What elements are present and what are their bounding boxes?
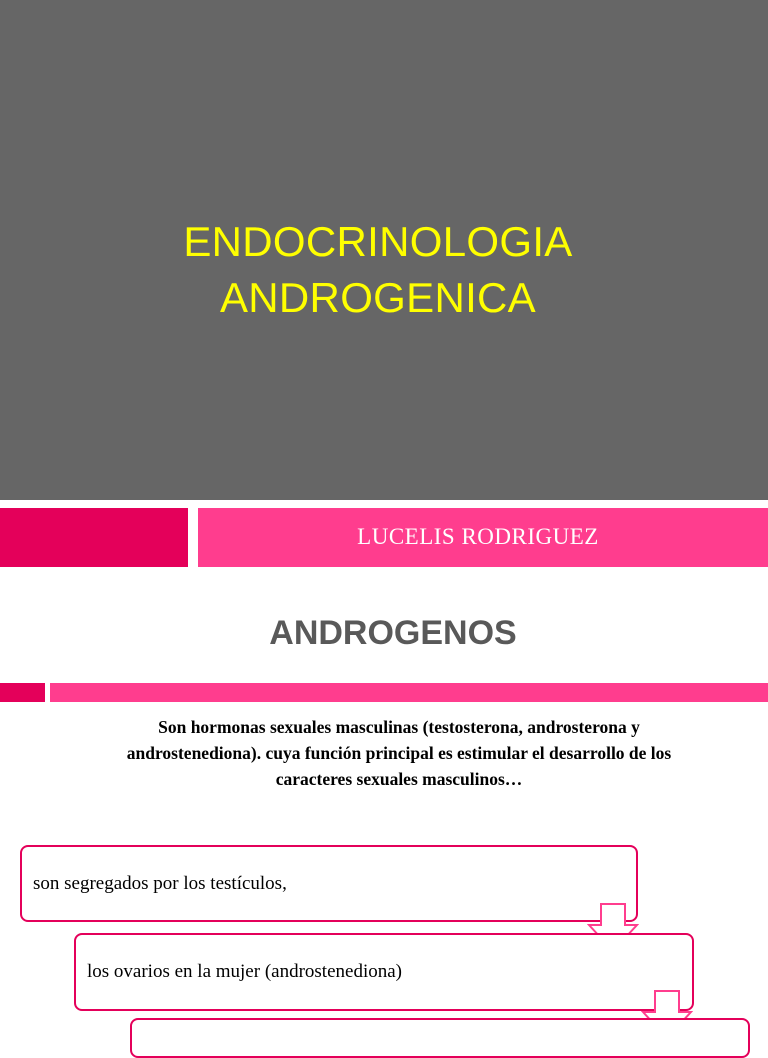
slide-title — [0, 214, 756, 326]
divider-strip-right — [50, 683, 768, 702]
step-box-2 — [74, 933, 694, 1011]
accent-band-left — [0, 508, 188, 567]
author-name: LUCELIS RODRIGUEZ — [357, 524, 599, 549]
title-line-2: ANDROGENICA — [219, 274, 536, 321]
intro-line-3: caracteres sexuales masculinos… — [275, 769, 523, 789]
intro-line-1: Son hormonas sexuales masculinas (testosterona, androsterona y — [158, 717, 640, 737]
title-line-1: ENDOCRINOLOGIA — [183, 218, 573, 265]
divider-strip-left — [0, 683, 45, 702]
step-box-3 — [130, 1018, 750, 1058]
step-box-1 — [20, 845, 638, 922]
step-text-1: son segregados por los testículos, — [33, 872, 287, 894]
intro-paragraph — [56, 714, 742, 792]
section-heading: ANDROGENOS — [269, 614, 517, 652]
step-text-2: los ovarios en la mujer (androstenediona) — [87, 961, 402, 982]
intro-line-2: androstenediona). cuya función principal es estimular el desarrollo de los — [126, 743, 672, 763]
